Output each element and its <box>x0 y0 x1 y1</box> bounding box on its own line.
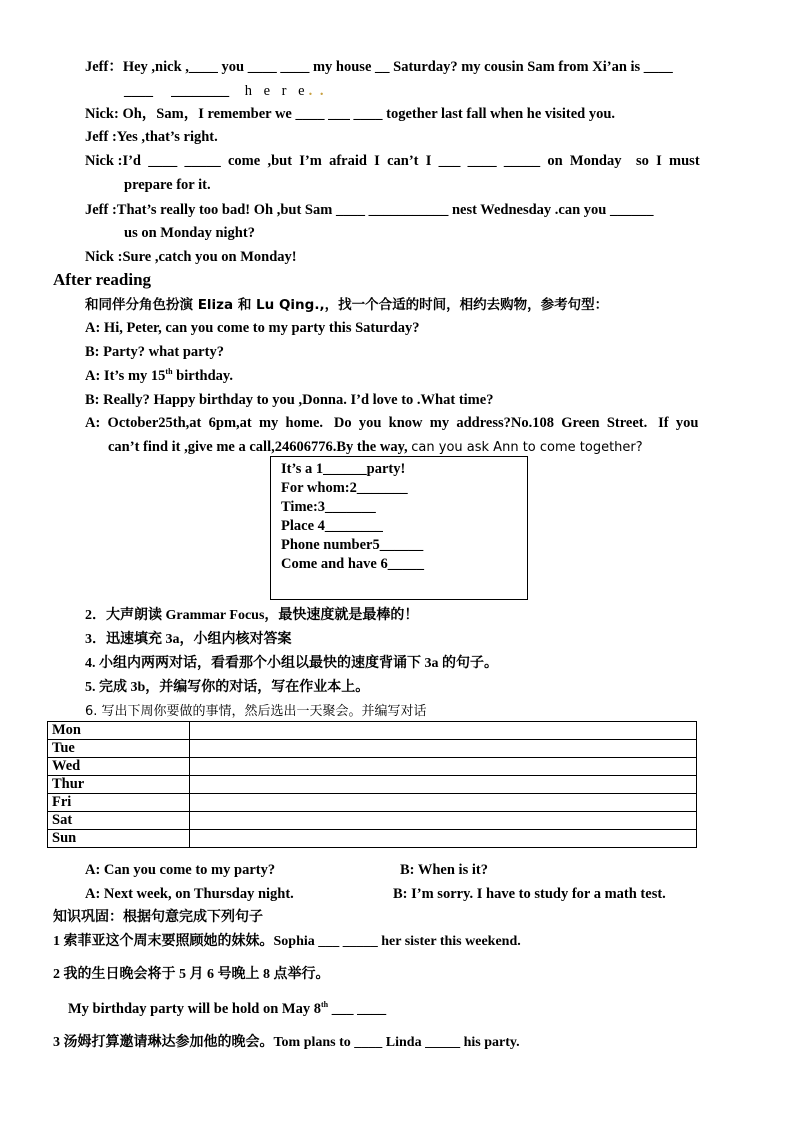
consolidation-q2-cn: 2 我的生日晚会将于 5 月 6 号晚上 8 点举行。 <box>53 967 330 982</box>
week-day-plan-cell <box>190 830 697 848</box>
consolidation-q2-en-text: My birthday party will be hold on May 8 <box>68 1001 321 1017</box>
info-row-time: Time:3_______ <box>281 499 376 515</box>
example-b1: B: When is it? <box>400 862 488 878</box>
after-reading-instruction: 和同伴分角色扮演 Eliza 和 Lu Qing.,，找一个合适的时间，相约去购物，参考句型： <box>85 297 609 313</box>
dialogue-line-2 <box>124 82 325 100</box>
dialogue-line-7: Jeff :That’s really too bad! Oh ,but Sam ____ ___________ nest Wednesday .can you ______ <box>85 202 654 218</box>
sample-line-a3-part2-tail: can you ask Ann to come together? <box>411 440 643 455</box>
sample-line-a1: A: Hi, Peter, can you come to my party this Saturday? <box>85 320 420 336</box>
week-day-label: Tue <box>48 740 190 758</box>
dialogue-line-2-blanks: ____ ________ <box>124 83 230 99</box>
week-day-label: Sun <box>48 830 190 848</box>
party-info-box <box>270 456 528 600</box>
task-3: 3．迅速填充 3a，小组内核对答案 <box>85 632 292 647</box>
consolidation-q3: 3 汤姆打算邀请琳达参加他的晚会。Tom plans to ____ Linda _____ his party. <box>53 1035 520 1050</box>
week-day-plan-cell <box>190 776 697 794</box>
consolidation-q2-en <box>68 1000 386 1018</box>
consolidation-heading: 知识巩固：根据句意完成下列句子 <box>53 910 263 925</box>
dialogue-line-3: Nick: Oh，Sam，I remember we ____ ___ ____ together last fall when he visited you. <box>85 106 616 122</box>
dialogue-line-4: Jeff :Yes ,that’s right. <box>85 129 218 145</box>
dialogue-line-2-here: h e r e <box>244 83 309 99</box>
sample-line-a2 <box>85 367 233 385</box>
week-day-plan-cell <box>190 812 697 830</box>
week-plan-table <box>47 721 697 848</box>
dialogue-line-5: Nick :I’d ____ _____ come ,but I’m afraid I can’t I ___ ____ _____ on Monday so I must <box>85 153 700 169</box>
week-day-label: Mon <box>48 722 190 740</box>
consolidation-q2-en-sup: th <box>320 1000 329 1010</box>
week-row <box>48 758 697 776</box>
info-row-for-whom: For whom:2_______ <box>281 480 408 496</box>
week-day-plan-cell <box>190 740 697 758</box>
example-a2: A: Next week, on Thursday night. <box>85 886 294 902</box>
example-a1: A: Can you come to my party? <box>85 862 276 878</box>
sample-line-a2-text: A: It’s my 15 <box>85 368 166 384</box>
week-row <box>48 740 697 758</box>
week-day-plan-cell <box>190 794 697 812</box>
sample-line-a3-part2-text: can’t find it ,give me a call,24606776.By the way, <box>108 439 412 455</box>
task-5: 5. 完成 3b，并编写你的对话，写在作业本上。 <box>85 680 370 695</box>
example-b2: B: I’m sorry. I have to study for a math test. <box>393 886 666 902</box>
info-row-place: Place 4________ <box>281 518 383 534</box>
week-row <box>48 812 697 830</box>
sample-line-b2: B: Really? Happy birthday to you ,Donna. I’d love to .What time? <box>85 392 494 408</box>
dialogue-line-1: Jeff：Hey ,nick ,____ you ____ ____ my house __ Saturday? my cousin Sam from Xi’an is ____ <box>85 59 673 75</box>
week-day-plan-cell <box>190 722 697 740</box>
info-row-party: It’s a 1______party! <box>281 461 406 477</box>
week-day-label: Sat <box>48 812 190 830</box>
dialogue-line-9: Nick :Sure ,catch you on Monday! <box>85 249 297 265</box>
consolidation-q2-en-blanks: ___ ____ <box>328 1001 387 1017</box>
dialogue-line-6: prepare for it. <box>124 177 211 193</box>
after-reading-heading: After reading <box>53 270 152 289</box>
sample-line-a3-part2 <box>108 438 643 457</box>
week-day-label: Fri <box>48 794 190 812</box>
task-4: 4. 小组内两两对话，看看那个小组以最快的速度背诵下 3a 的句子。 <box>85 656 498 671</box>
consolidation-q1: 1 索菲亚这个周末要照顾她的妹妹。Sophia ___ _____ her sister this weekend. <box>53 934 521 949</box>
week-row <box>48 830 697 848</box>
sample-line-a2-sup: th <box>165 367 173 377</box>
dialogue-line-2-dots: . . <box>308 83 326 99</box>
task-2: 2．大声朗读 Grammar Focus，最快速度就是最棒的！ <box>85 608 419 623</box>
info-row-phone: Phone number5______ <box>281 537 424 553</box>
sample-line-b1: B: Party? what party? <box>85 344 224 360</box>
sample-line-a2-tail: birthday. <box>172 368 233 384</box>
week-day-label: Thur <box>48 776 190 794</box>
task-6: 6. 写出下周你要做的事情，然后选出一天聚会。并编写对话 <box>85 704 427 719</box>
dialogue-line-8: us on Monday night? <box>124 225 255 241</box>
info-row-come-and-have: Come and have 6_____ <box>281 556 424 572</box>
week-row <box>48 794 697 812</box>
sample-line-a3-part1: A: October25th,at 6pm,at my home. Do you know my address?No.108 Green Street. If you <box>85 415 699 431</box>
week-day-plan-cell <box>190 758 697 776</box>
week-row <box>48 776 697 794</box>
week-row <box>48 722 697 740</box>
week-day-label: Wed <box>48 758 190 776</box>
